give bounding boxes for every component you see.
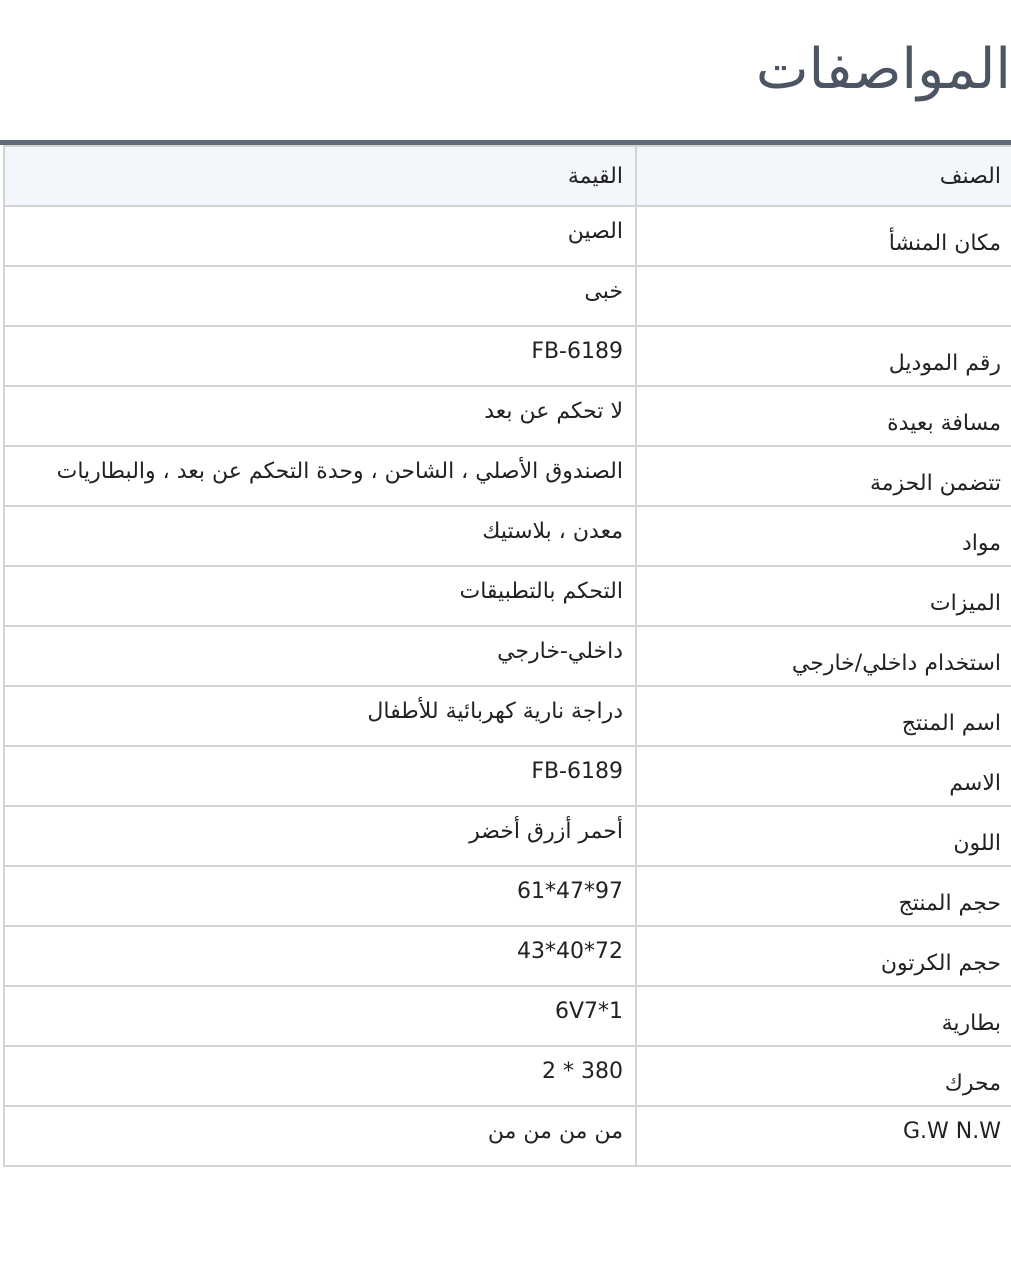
table-row — [4, 926, 1011, 986]
row-key-features: الميزات — [636, 566, 1011, 626]
row-key-battery: بطارية — [636, 986, 1011, 1046]
row-key-empty — [636, 266, 1011, 326]
row-value-origin: الصين — [4, 206, 636, 266]
row-key-material: مواد — [636, 506, 1011, 566]
row-value-product-name: دراجة نارية كهربائية للأطفال — [4, 686, 636, 746]
row-key-model-number: رقم الموديل — [636, 326, 1011, 386]
table-row — [4, 1106, 1011, 1166]
page-title: المواصفات — [755, 37, 1011, 102]
row-value-battery: 6V7*1 — [4, 986, 636, 1046]
row-value-product-size: 61*47*97 — [4, 866, 636, 926]
table-row — [4, 866, 1011, 926]
row-key-product-name: اسم المنتج — [636, 686, 1011, 746]
table-row — [4, 746, 1011, 806]
row-key-color: اللون — [636, 806, 1011, 866]
column-header-key: الصنف — [636, 146, 1011, 206]
table-row — [4, 686, 1011, 746]
row-value-carton-size: 43*40*72 — [4, 926, 636, 986]
row-key-remote-distance: مسافة بعيدة — [636, 386, 1011, 446]
row-key-indoor-outdoor: استخدام داخلي/خارجي — [636, 626, 1011, 686]
table-row — [4, 206, 1011, 266]
row-value-name: FB-6189 — [4, 746, 636, 806]
row-value-features: التحكم بالتطبيقات — [4, 566, 636, 626]
row-value-material: معدن ، بلاستيك — [4, 506, 636, 566]
table-row — [4, 1046, 1011, 1106]
row-key-motor: محرك — [636, 1046, 1011, 1106]
row-value-motor: 2 * 380 — [4, 1046, 636, 1106]
table-row — [4, 566, 1011, 626]
table-row — [4, 986, 1011, 1046]
row-value-package-includes: الصندوق الأصلي ، الشاحن ، وحدة التحكم عن بعد ، والبطاريات — [4, 446, 636, 506]
row-value-color: أحمر أزرق أخضر — [4, 806, 636, 866]
table-row — [4, 626, 1011, 686]
specifications-table — [3, 145, 1011, 1167]
table-row — [4, 266, 1011, 326]
table-row — [4, 386, 1011, 446]
row-key-product-size: حجم المنتج — [636, 866, 1011, 926]
row-value-model-number: FB-6189 — [4, 326, 636, 386]
row-key-package-includes: تتضمن الحزمة — [636, 446, 1011, 506]
table-row — [4, 506, 1011, 566]
row-value-brand: خبى — [4, 266, 636, 326]
table-row — [4, 446, 1011, 506]
row-key-weight: G.W N.W — [636, 1106, 1011, 1166]
row-value-weight: من من من من — [4, 1106, 636, 1166]
row-value-remote-distance: لا تحكم عن بعد — [4, 386, 636, 446]
table-row — [4, 326, 1011, 386]
row-key-name: الاسم — [636, 746, 1011, 806]
row-key-origin: مكان المنشأ — [636, 206, 1011, 266]
column-header-value: القيمة — [4, 146, 636, 206]
table-header-row — [4, 146, 1011, 206]
row-value-indoor-outdoor: داخلي-خارجي — [4, 626, 636, 686]
table-row — [4, 806, 1011, 866]
row-key-carton-size: حجم الكرتون — [636, 926, 1011, 986]
